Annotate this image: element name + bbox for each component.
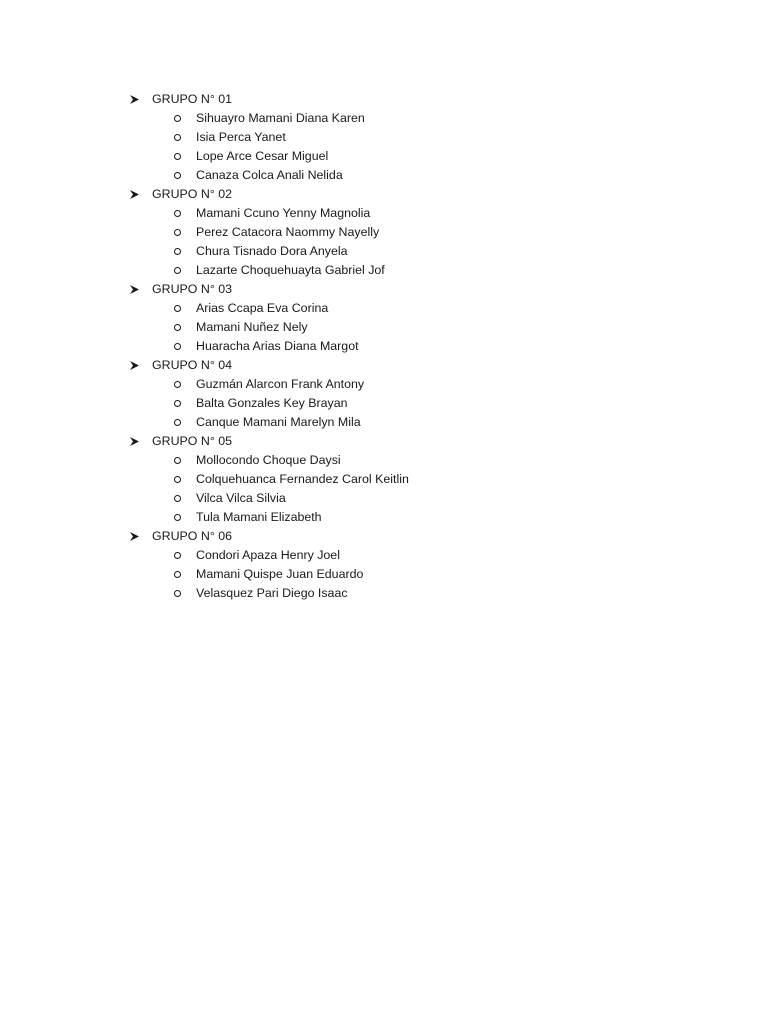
list-item <box>128 147 409 166</box>
member-name: Mollocondo Choque Daysi <box>196 453 341 467</box>
member-list <box>128 375 409 432</box>
list-item <box>128 204 409 223</box>
member-name: Mamani Ccuno Yenny Magnolia <box>196 206 371 220</box>
list-item <box>128 299 409 318</box>
arrow-bullet-icon <box>128 189 140 201</box>
member-name: Canque Mamani Marelyn Mila <box>196 415 361 429</box>
member-name: Perez Catacora Naommy Nayelly <box>196 225 380 239</box>
member-list <box>128 299 409 356</box>
group-heading <box>128 432 409 451</box>
group-title: GRUPO N° 01 <box>152 92 233 106</box>
list-item <box>128 166 409 185</box>
group-title: GRUPO N° 06 <box>152 529 233 543</box>
member-name: Guzmán Alarcon Frank Antony <box>196 377 365 391</box>
member-name: Isia Perca Yanet <box>196 130 286 144</box>
circle-bullet-icon <box>174 457 181 464</box>
list-item <box>128 375 409 394</box>
member-list <box>128 451 409 527</box>
group-title: GRUPO N° 05 <box>152 434 233 448</box>
list-item <box>128 318 409 337</box>
group-03 <box>128 280 409 356</box>
circle-bullet-icon <box>174 115 181 122</box>
group-title: GRUPO N° 02 <box>152 187 233 201</box>
arrow-bullet-icon <box>128 284 140 296</box>
member-name: Huaracha Arias Diana Margot <box>196 339 359 353</box>
list-item <box>128 109 409 128</box>
group-heading <box>128 185 409 204</box>
member-list <box>128 109 409 185</box>
list-item <box>128 565 409 584</box>
group-02 <box>128 185 409 280</box>
member-name: Tula Mamani Elizabeth <box>196 510 322 524</box>
circle-bullet-icon <box>174 419 181 426</box>
member-name: Lazarte Choquehuayta Gabriel Jof <box>196 263 385 277</box>
list-item <box>128 508 409 527</box>
circle-bullet-icon <box>174 381 181 388</box>
list-item <box>128 337 409 356</box>
circle-bullet-icon <box>174 248 181 255</box>
circle-bullet-icon <box>174 305 181 312</box>
circle-bullet-icon <box>174 552 181 559</box>
circle-bullet-icon <box>174 210 181 217</box>
circle-bullet-icon <box>174 267 181 274</box>
group-06 <box>128 527 409 603</box>
circle-bullet-icon <box>174 476 181 483</box>
list-item <box>128 223 409 242</box>
group-title: GRUPO N° 03 <box>152 282 233 296</box>
group-title: GRUPO N° 04 <box>152 358 233 372</box>
member-name: Velasquez Pari Diego Isaac <box>196 586 348 600</box>
list-item <box>128 584 409 603</box>
arrow-bullet-icon <box>128 94 140 106</box>
list-item <box>128 470 409 489</box>
list-item <box>128 413 409 432</box>
member-name: Lope Arce Cesar Miguel <box>196 149 329 163</box>
member-name: Condori Apaza Henry Joel <box>196 548 340 562</box>
list-item <box>128 261 409 280</box>
member-name: Canaza Colca Anali Nelida <box>196 168 343 182</box>
circle-bullet-icon <box>174 134 181 141</box>
member-name: Balta Gonzales Key Brayan <box>196 396 348 410</box>
arrow-bullet-icon <box>128 360 140 372</box>
list-item <box>128 394 409 413</box>
circle-bullet-icon <box>174 400 181 407</box>
circle-bullet-icon <box>174 590 181 597</box>
arrow-bullet-icon <box>128 531 140 543</box>
circle-bullet-icon <box>174 172 181 179</box>
member-name: Chura Tisnado Dora Anyela <box>196 244 348 258</box>
group-heading <box>128 356 409 375</box>
member-name: Mamani Nuñez Nely <box>196 320 308 334</box>
group-01 <box>128 90 409 185</box>
member-name: Mamani Quispe Juan Eduardo <box>196 567 364 581</box>
member-name: Sihuayro Mamani Diana Karen <box>196 111 365 125</box>
member-list <box>128 204 409 280</box>
group-list <box>128 90 409 603</box>
member-name: Colquehuanca Fernandez Carol Keitlin <box>196 472 409 486</box>
list-item <box>128 489 409 508</box>
group-04 <box>128 356 409 432</box>
list-item <box>128 546 409 565</box>
list-item <box>128 242 409 261</box>
list-item <box>128 128 409 147</box>
member-name: Vilca Vilca Silvia <box>196 491 286 505</box>
circle-bullet-icon <box>174 324 181 331</box>
group-heading <box>128 527 409 546</box>
circle-bullet-icon <box>174 229 181 236</box>
circle-bullet-icon <box>174 514 181 521</box>
member-name: Arias Ccapa Eva Corina <box>196 301 329 315</box>
group-heading <box>128 90 409 109</box>
circle-bullet-icon <box>174 153 181 160</box>
member-list <box>128 546 409 603</box>
circle-bullet-icon <box>174 495 181 502</box>
list-item <box>128 451 409 470</box>
arrow-bullet-icon <box>128 436 140 448</box>
circle-bullet-icon <box>174 571 181 578</box>
group-heading <box>128 280 409 299</box>
circle-bullet-icon <box>174 343 181 350</box>
group-05 <box>128 432 409 527</box>
